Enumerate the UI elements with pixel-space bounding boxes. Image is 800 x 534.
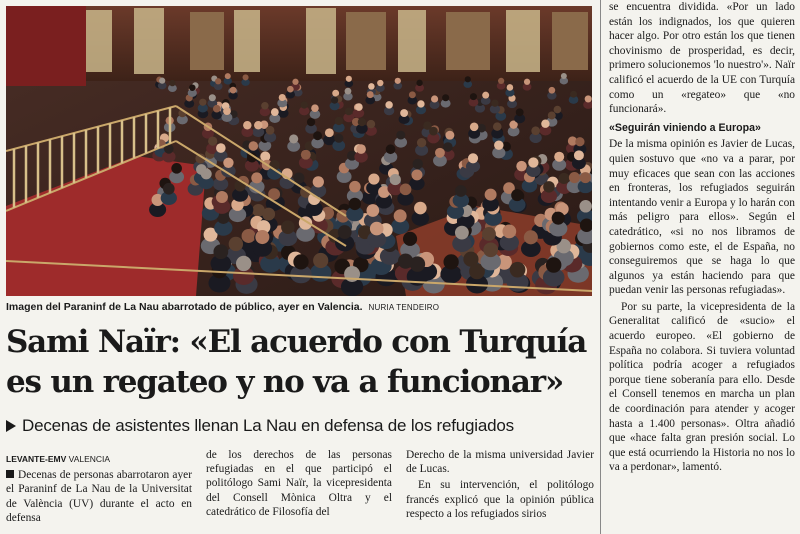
auditorium-photo [6,6,592,296]
article-right-column [609,0,795,475]
right-paragraph-2: De la misma opinión es Javier de Lucas, quien sostuvo que «no va a parar, por muy eficaces que sean con las acciones en fronteras, los refugiados seguirán intentando venir a Europa y lo harán con más peligro para ellos». Según el catedrático, «si no nos libramos de gobiernos como este, el de España, no conseguiremos que se haga lo que algunos ya están haciendo para que puedan venir las personas refugiadas». [609,138,795,297]
photo-caption [6,301,596,313]
right-paragraph-1: se encuentra dividida. «Por un lado están los indignados, los que quieren hacer algo. Por otro están los que tienen chovinismo de prosperidad, es decir, primero solucionemos 'lo nuestro'». Naïr calificó el acuerdo de la UE con Turquía como un «regateo» que «no funcionará». [609,1,795,116]
headline-line-1: Sami Naïr: «El acuerdo con Turquía [6,324,587,360]
byline [6,452,192,466]
photo-credit: NURIA TENDEIRO [368,303,440,312]
column-3-paragraph-1: Derecho de la misma universidad Javier de Lucas. [406,449,594,476]
headline-line-2: es un regateo y no va a funcionar» [6,364,564,400]
byline-location: VALENCIA [68,454,111,464]
article-column-3 [406,448,594,521]
subheadline-text: Decenas de asistentes llenan La Nau en defensa de los refugiados [22,416,514,435]
column-divider [600,0,601,534]
subheadline [6,416,596,436]
caption-text: Imagen del Paraninf de La Nau abarrotado de público, ayer en Valencia. [6,301,363,313]
column-2-text: de los derechos de las personas refugiadas en el que participó el politólogo Sami Naïr, la vicepresidenta del Consell Mònica Oltra y el catedrático de Filosofía del [206,449,392,518]
column-3-paragraph-2: En su intervención, el politólogo francés explicó que la opinión pública respecto a los refugiados sirios [406,479,594,520]
column-1-text: Decenas de personas abarrotaron ayer el Paraninf de La Nau de la Universitat de València (UV) durante el acto en defensa [6,469,192,524]
right-paragraph-3: Por su parte, la vicepresidenta de la Generalitat calificó de «sucio» el acuerdo europeo. «El gobierno de España no colabora. Si tuviera voluntad política podría acoger a refugiados porque tiene soberanía para ello. Desde el Consell tenemos en marcha un plan de coordinación para atender y acoger hasta a 1.400 personas». Oltra añadió que «hace falta gran presión social. Lo que está ocurriendo la Historia no nos lo va a perdonar», lamentó. [609,300,795,474]
article-column-2 [206,448,392,519]
square-bullet-icon [6,470,14,478]
section-subhead: «Seguirán viniendo a Europa» [609,121,761,134]
article-column-1 [6,452,192,525]
crowd-photo-illustration [6,6,592,296]
headline [6,322,596,402]
byline-agency: LEVANTE-EMV [6,454,67,464]
triangle-bullet-icon [6,420,16,432]
